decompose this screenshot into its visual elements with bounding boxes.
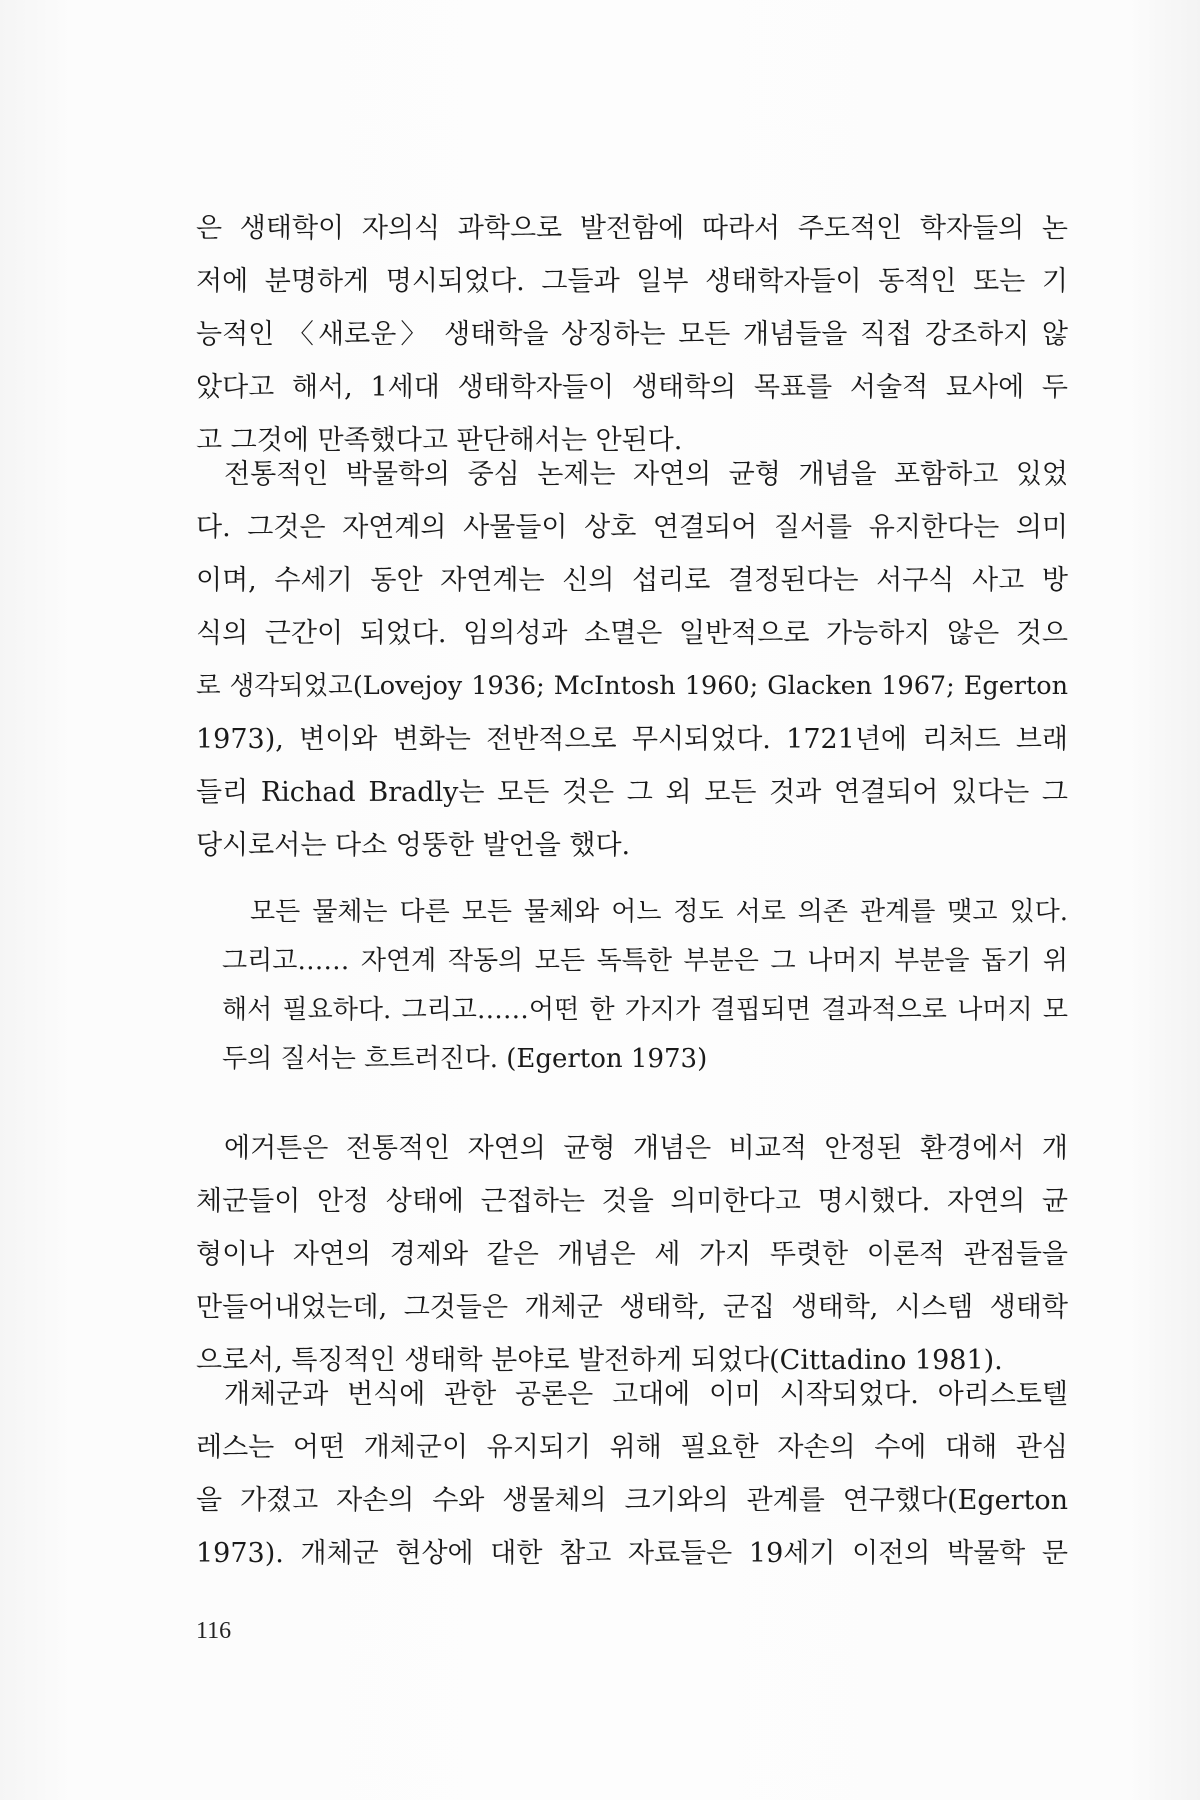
text-line: 다. 그것은 자연계의 사물들이 상호 연결되어 질서를 유지한다는 의미: [196, 512, 1068, 543]
text-line: 레스는 어떤 개체군이 유지되기 위해 필요한 자손의 수에 대해 관심: [196, 1432, 1068, 1463]
paragraph-3: [196, 1122, 1068, 1387]
paragraph-4: [196, 1368, 1068, 1580]
text-line: 개체군과 번식에 관한 공론은 고대에 이미 시작되었다. 아리스토텔: [224, 1379, 1068, 1410]
text-line: 은 생태학이 자의식 과학으로 발전함에 따라서 주도적인 학자들의 논: [196, 213, 1068, 244]
paragraph-1: [196, 202, 1068, 467]
text-line: 식의 근간이 되었다. 임의성과 소멸은 일반적으로 가능하지 않은 것으: [196, 618, 1068, 649]
text-line: 1973), 변이와 변화는 전반적으로 무시되었다. 1721년에 리처드 브래: [196, 724, 1068, 755]
text-line: 을 가졌고 자손의 수와 생물체의 크기와의 관계를 연구했다(Egerton: [196, 1485, 1068, 1516]
text-line: 으로서, 특징적인 생태학 분야로 발전하게 되었다(Cittadino 1981).: [196, 1345, 1003, 1376]
quote-line: 모든 물체는 다른 모든 물체와 어느 정도 서로 의존 관계를 맺고 있다.: [250, 897, 1068, 927]
text-line: 1973). 개체군 현상에 대한 참고 자료들은 19세기 이전의 박물학 문: [196, 1538, 1068, 1569]
block-quote: [222, 888, 1068, 1084]
text-line: 들리 Richad Bradly는 모든 것은 그 외 모든 것과 연결되어 있다는 그: [196, 777, 1068, 808]
quote-line: 그리고…… 자연계 작동의 모든 독특한 부분은 그 나머지 부분을 돕기 위: [222, 946, 1068, 976]
text-line: 형이나 자연의 경제와 같은 개념은 세 가지 뚜렷한 이론적 관점들을: [196, 1239, 1068, 1270]
text-line: 전통적인 박물학의 중심 논제는 자연의 균형 개념을 포함하고 있었: [224, 459, 1068, 490]
text-line: 능적인 〈새로운〉 생태학을 상징하는 모든 개념들을 직접 강조하지 않: [196, 319, 1068, 350]
quote-line: 해서 필요하다. 그리고……어떤 한 가지가 결핍되면 결과적으로 나머지 모: [222, 995, 1068, 1025]
page-number: 116: [196, 1618, 232, 1644]
text-line: 았다고 해서, 1세대 생태학자들이 생태학의 목표를 서술적 묘사에 두: [196, 372, 1068, 403]
text-line: 저에 분명하게 명시되었다. 그들과 일부 생태학자들이 동적인 또는 기: [196, 266, 1068, 297]
text-line: 고 그것에 만족했다고 판단해서는 안된다.: [196, 425, 683, 456]
text-line: 체군들이 안정 상태에 근접하는 것을 의미한다고 명시했다. 자연의 균: [196, 1186, 1068, 1217]
text-line: 에거튼은 전통적인 자연의 균형 개념은 비교적 안정된 환경에서 개: [224, 1133, 1068, 1164]
text-line: 이며, 수세기 동안 자연계는 신의 섭리로 결정된다는 서구식 사고 방: [196, 565, 1068, 596]
text-line: 당시로서는 다소 엉뚱한 발언을 했다.: [196, 830, 631, 861]
paragraph-2: [196, 448, 1068, 872]
text-line: 만들어내었는데, 그것들은 개체군 생태학, 군집 생태학, 시스템 생태학: [196, 1292, 1068, 1323]
quote-line: 두의 질서는 흐트러진다. (Egerton 1973): [222, 1044, 708, 1074]
text-line: 로 생각되었고(Lovejoy 1936; McIntosh 1960; Glacken 1967; Egerton: [196, 671, 1068, 701]
